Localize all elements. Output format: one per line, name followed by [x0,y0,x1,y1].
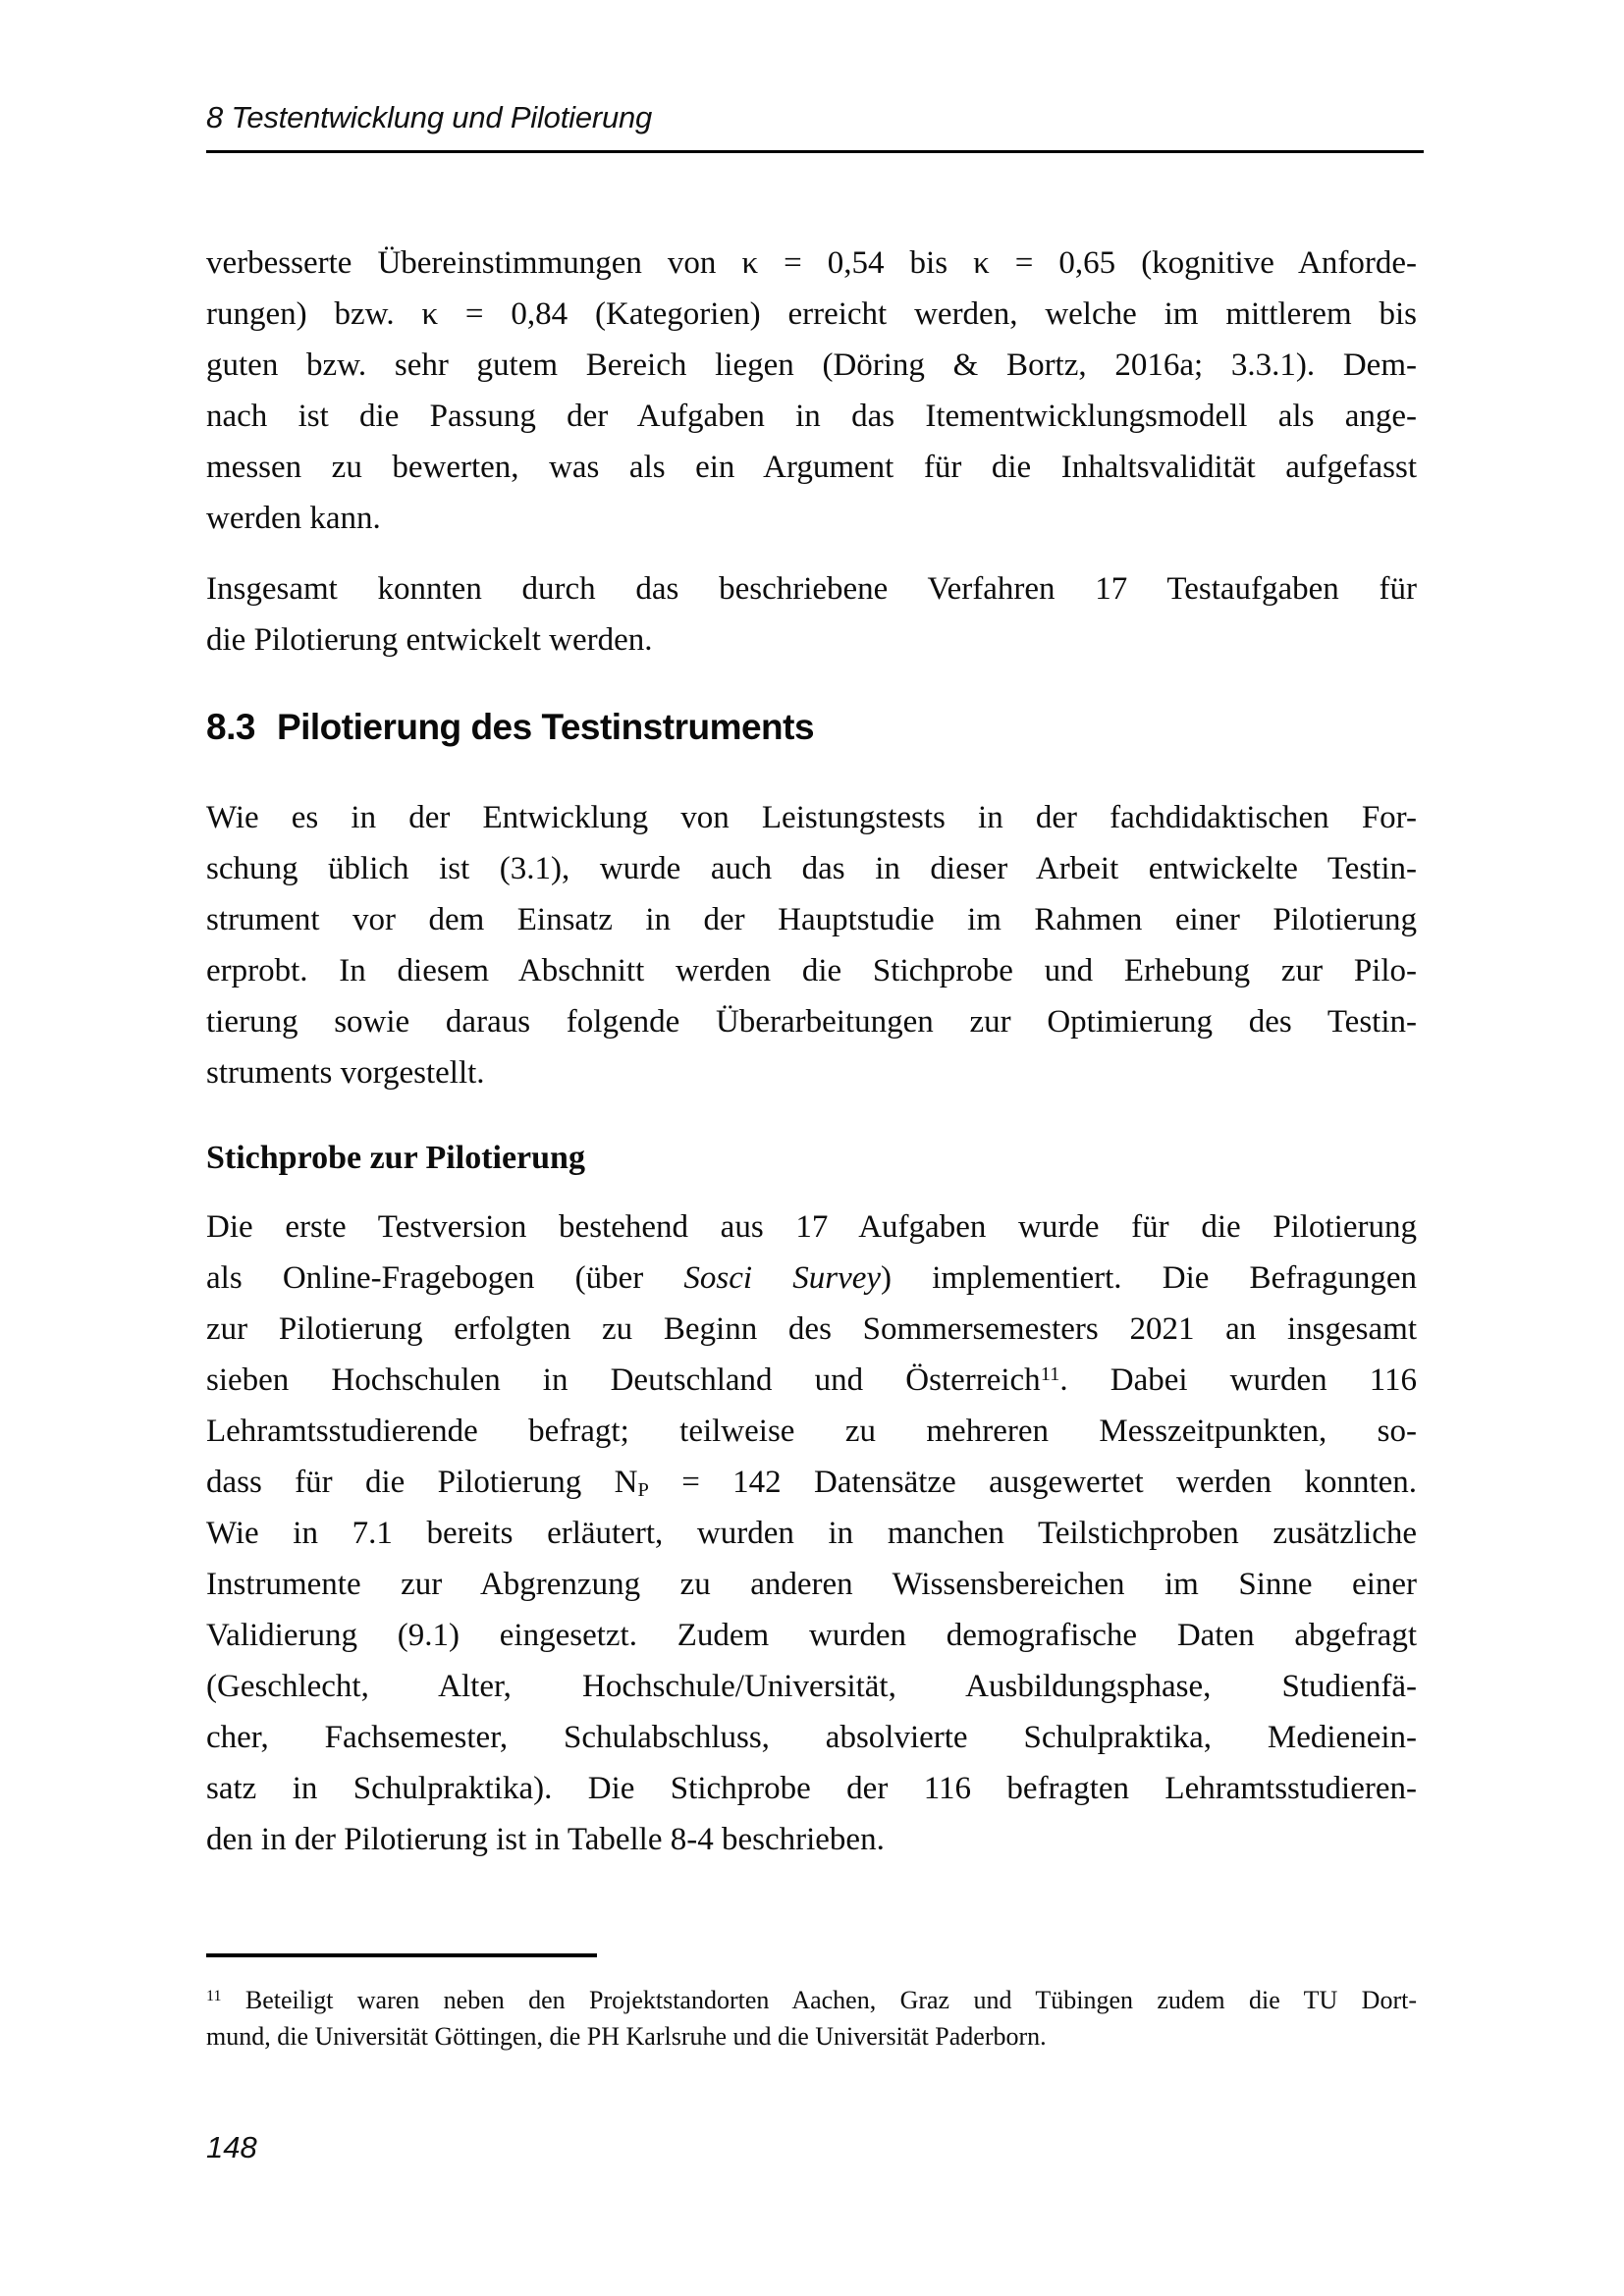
text-line: den in der Pilotierung ist in Tabelle 8-4 beschrieben. [206,1822,885,1857]
paragraph-kappa [206,238,1417,544]
paragraph-insgesamt [206,563,1417,666]
text-line: tierung sowie daraus folgende Überarbeitungen zur Optimierung des Testin- [206,1004,1417,1040]
text-line: sieben Hochschulen in Deutschland und Österreich$^{11}$. Dabei wurden 116 [206,1362,1417,1398]
section-title: Pilotierung des Testinstruments [276,707,815,747]
text-line: verbesserte Übereinstimmungen von κ = 0,54 bis κ = 0,65 (kognitive Anforde- [206,245,1417,281]
text-line: die Pilotierung entwickelt werden. [206,622,653,658]
text-line: zur Pilotierung erfolgten zu Beginn des Sommersemesters 2021 an insgesamt [206,1311,1417,1347]
text-line: Die erste Testversion bestehend aus 17 Aufgaben wurde für die Pilotierung [206,1209,1417,1245]
text-line: erprobt. In diesem Abschnitt werden die Stichprobe und Erhebung zur Pilo- [206,953,1417,988]
section-number: 8.3 [206,707,255,747]
text-line: strument vor dem Einsatz in der Hauptstudie im Rahmen einer Pilotierung [206,902,1417,937]
text-line: als Online-Fragebogen (über Sosci Survey) implementiert. Die Befragungen [206,1260,1417,1296]
text-line: guten bzw. sehr gutem Bereich liegen (Döring & Bortz, 2016a; 3.3.1). Dem- [206,347,1417,383]
paragraph-wie [206,792,1417,1098]
text-line: Wie in 7.1 bereits erläutert, wurden in manchen Teilstichproben zusätzliche [206,1516,1417,1551]
paragraph-stichprobe [206,1201,1417,1865]
text-line: Validierung (9.1) eingesetzt. Zudem wurden demografische Daten abgefragt [206,1618,1417,1653]
page-number: 148 [206,2130,257,2164]
text-line: werden kann. [206,501,381,536]
text-line: struments vorgestellt. [206,1055,485,1091]
text-line: Insgesamt konnten durch das beschriebene Verfahren 17 Testaufgaben für [206,571,1417,607]
section-heading [206,703,1417,752]
text-line: Wie es in der Entwicklung von Leistungstests in der fachdidaktischen For- [206,800,1417,835]
text-line: rungen) bzw. κ = 0,84 (Kategorien) erreicht werden, welche im mittlerem bis [206,296,1417,332]
text-line: $^{11}$ Beteiligt waren neben den Projektstandorten Aachen, Graz und Tübingen zudem die TU Dort- [206,1986,1417,2014]
text-line: mund, die Universität Göttingen, die PH Karlsruhe und die Universität Paderborn. [206,2022,1047,2051]
page-body [206,238,1417,2055]
text-line: Lehramtsstudierende befragt; teilweise zu mehreren Messzeitpunkten, so- [206,1414,1417,1449]
text-line: cher, Fachsemester, Schulabschluss, absolvierte Schulpraktika, Medienein- [206,1720,1417,1755]
text-line: messen zu bewerten, was als ein Argument für die Inhaltsvalidität aufgefasst [206,450,1417,485]
text-line: Instrumente zur Abgrenzung zu anderen Wissensbereichen im Sinne einer [206,1567,1417,1602]
text-line: nach ist die Passung der Aufgaben in das Itementwicklungsmodell als ange- [206,399,1417,434]
text-line: schung üblich ist (3.1), wurde auch das in dieser Arbeit entwickelte Testin- [206,851,1417,886]
running-head: 8 Testentwicklung und Pilotierung [206,100,653,134]
header-rule [206,150,1424,153]
text-line: dass für die Pilotierung NP = 142 Datensätze ausgewertet werden konnten. [206,1465,1418,1501]
text-line: satz in Schulpraktika). Die Stichprobe der 116 befragten Lehramtsstudieren- [206,1771,1417,1806]
footnote [206,1982,1417,2055]
text-line: (Geschlecht, Alter, Hochschule/Universität, Ausbildungsphase, Studienfä- [206,1669,1417,1704]
footnote-rule [206,1953,597,1957]
subsection-heading: Stichprobe zur Pilotierung [206,1140,585,1176]
